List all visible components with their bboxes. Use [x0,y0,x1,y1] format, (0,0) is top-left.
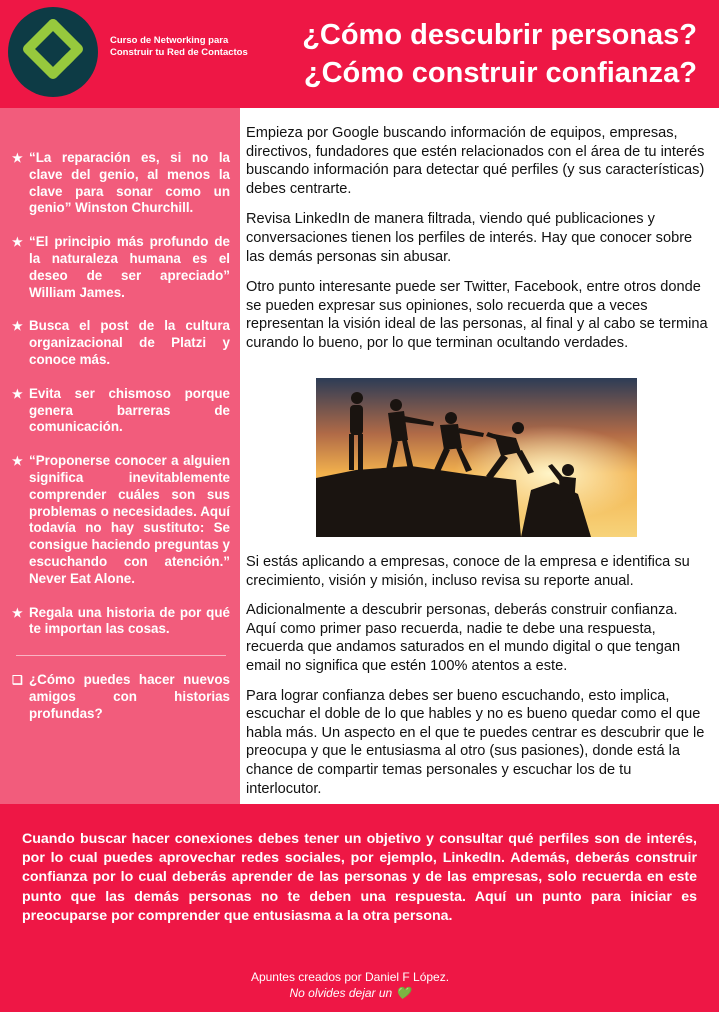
heart-icon: 💚 [395,986,411,1000]
sidebar [0,108,240,804]
footer-summary [0,804,719,1012]
page-title [302,16,697,92]
quote-text: Busca el post de la cultura organizacional de Platzi y conoce más. [29,318,230,367]
quote-text: Evita ser chismoso porque genera barreras de comunicación. [29,385,230,435]
credit-reminder [0,985,700,1001]
course-name: Curso de Networking para Construir tu Red de Contactos [110,35,248,58]
paragraph-linkedin: Revisa LinkedIn de manera filtrada, viendo qué publicaciones y conversaciones tienen los perfiles de interés. Hay que conocer sobre las demás personas sin abusar. [246,211,693,265]
title-line-2: ¿Cómo construir confianza? [303,57,697,89]
quote-item [12,453,230,587]
star-icon: ★ [12,454,23,469]
credit-reminder-text: No olvides dejar un [289,986,393,1000]
star-icon: ★ [12,386,23,401]
paragraph-empresas: Si estás aplicando a empresas, conoce de la empresa e identifica su crecimiento, visión y misión, incluso revisa su reporte anual. [246,554,690,589]
main-content-bottom [246,553,708,809]
teamwork-silhouette-photo [316,378,637,537]
paragraph-confianza: Adicionalmente a descubrir personas, deberás construir confianza. Aquí como primer paso recuerda, nadie te debe una respuesta, recuerda que andamos saturados en el mundo digital o que tengan email no significa que estén 100% atentos a este. [246,602,681,674]
summary-text: Cuando buscar hacer conexiones debes tener un objetivo y consultar qué perfiles son de interés, por lo cual puedes aprovechar redes sociales, por ejemplo, LinkedIn. Además, deberás construir confianza por lo cual deberás aprender de las personas y de las empresas, solo recuerda en este punto que las demás personas no te deben una respuesta. Aquí un punto para iniciar es preocuparse por comprender que entusiasma a la otra persona. [22,831,697,924]
checkbox-icon: ❑ [12,673,23,688]
quote-text: “La reparación es, si no la clave del genio, al menos la clave para sonar como un genio” Winston Churchill. [29,150,230,216]
paragraph-escuchar: Para lograr confianza debes ser bueno escuchando, esto implica, escuchar el doble de lo que hables y no es bueno quedar como el que habla más. Un aspecto en el que te puedes centrar es descubrir que le preocupa y que le entusiasma al otro (sus pasiones), donde está la chance de compartir temas personales y escuchar los de tu interlocutor. [246,687,705,797]
star-icon: ★ [12,605,23,620]
platzi-logo [8,7,98,97]
title-line-1: ¿Cómo descubrir personas? [302,19,697,51]
quote-item [12,386,230,436]
star-icon: ★ [12,151,23,165]
quote-item [12,150,230,217]
quote-text: “El principio más profundo de la naturaleza humana es el deseo de ser apreciado” William James. [29,234,230,300]
credit-author: Apuntes creados por Daniel F López. [250,970,450,984]
related-link[interactable] [12,672,230,722]
paragraph-twitter: Otro punto interesante puede ser Twitter, Facebook, entre otros donde se pueden expresar sus opiniones, solo recuerda que a veces representan la visión ideal de las personas, al final y al cabo se termina curando lo bueno, por lo que terminan ocultando verdades. [246,279,708,351]
paragraph-google: Empieza por Google buscando información de equipos, empresas, directivos, fundadores que estén relacionados con el área de tu interés buscando información para detectar qué perfiles (y sus características) debes centrarte. [246,125,705,197]
main-content-top [246,124,708,365]
credit [0,969,700,1001]
star-icon: ★ [12,319,23,334]
quote-item [12,234,230,301]
quote-text: Regala una historia de por qué te importan las cosas. [29,604,230,637]
star-icon: ★ [12,235,23,250]
quote-item [12,605,230,639]
header-banner [0,0,719,108]
related-text[interactable]: ¿Cómo puedes hacer nuevos amigos con historias profundas? [29,672,230,721]
quote-item [12,318,230,368]
sidebar-divider [16,655,226,656]
platzi-logo-icon [8,7,98,97]
quote-text: “Proponerse conocer a alguien significa inevitablemente comprender cuáles son sus problemas o necesidades. Aquí todavía no hay sustituto: Se consigue haciendo preguntas y escuchando con atención.” Never Eat Alone. [29,453,230,586]
sidebar-quotes [12,150,230,723]
